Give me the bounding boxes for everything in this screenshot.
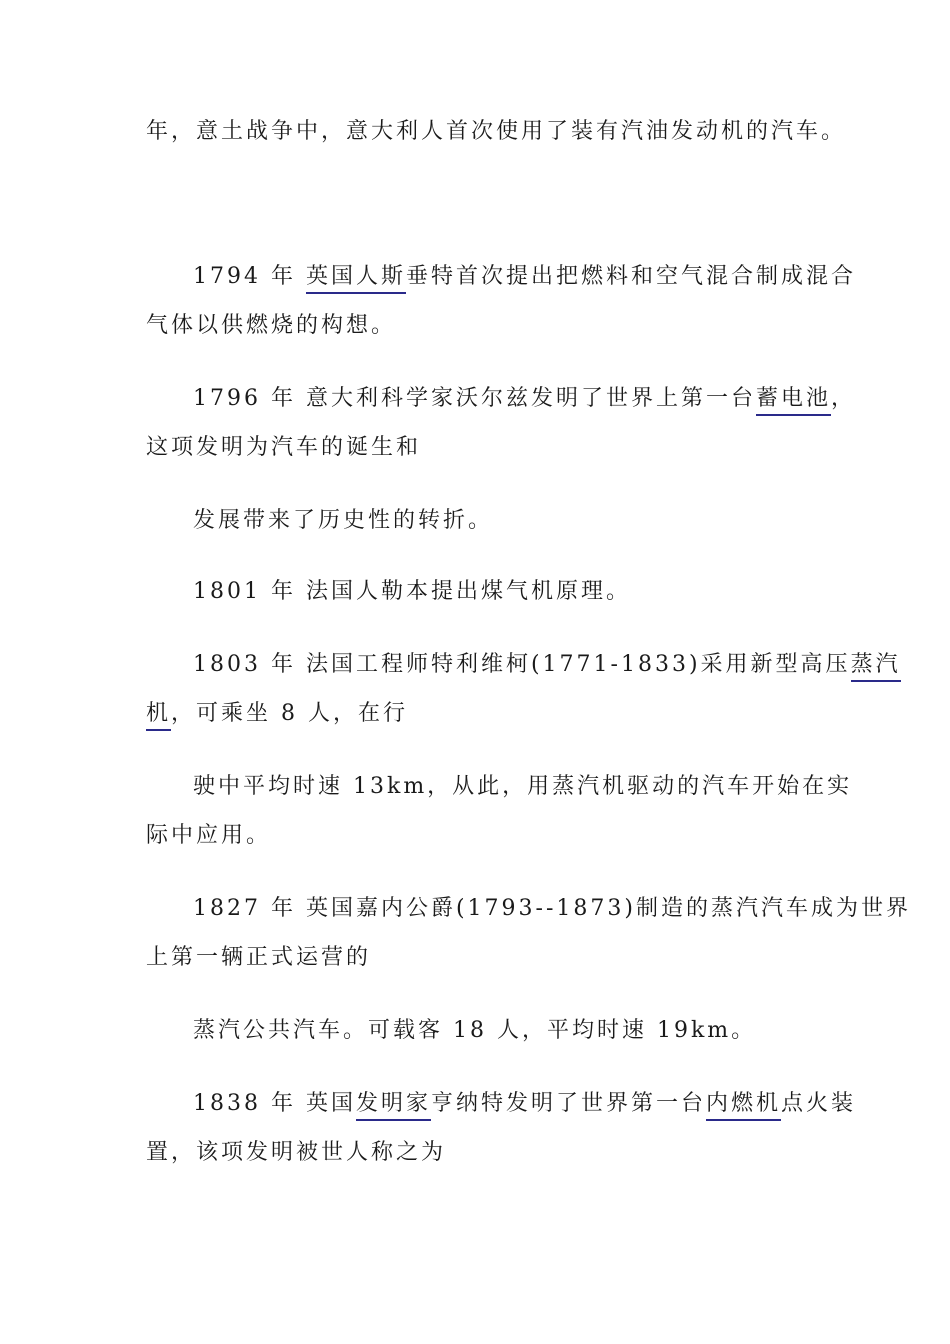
paragraph-1838-line-1 (193, 1089, 856, 1119)
paragraph-1827-line-2: 上第一辆正式运营的 (146, 945, 372, 970)
paragraph-1796-line-2: 这项发明为汽车的诞生和 (146, 435, 422, 460)
paragraph-1838-line-2: 置，该项发明被世人称之为 (146, 1140, 447, 1165)
year-text: 1794 年 (193, 264, 296, 289)
paragraph-text: 垂特首次提出把燃料和空气混合制成混合 (406, 264, 857, 289)
link-inventor[interactable]: 发明家 (356, 1091, 431, 1121)
paragraph-line: 年，意土战争中，意大利人首次使用了装有汽油发动机的汽车。 (146, 119, 847, 144)
paragraph-text: 点火装 (781, 1091, 857, 1116)
paragraph-text: ， (831, 386, 857, 411)
paragraph-1803-line-3: 驶中平均时速 13km，从此，用蒸汽机驱动的汽车开始在实 (193, 774, 853, 799)
link-steam-engine-continued[interactable]: 机 (146, 701, 171, 731)
paragraph-1796-line-3: 发展带来了历史性的转折。 (193, 508, 494, 533)
link-steam-engine[interactable]: 蒸汽 (851, 652, 901, 682)
paragraph-1794-line-2: 气体以供燃烧的构想。 (146, 313, 397, 338)
paragraph-text: ，可乘坐 8 人，在行 (171, 701, 408, 726)
paragraph-1794-line-1 (193, 262, 856, 292)
link-battery[interactable]: 蓄电池 (756, 386, 831, 416)
paragraph-text: 亨纳特发明了世界第一台 (431, 1091, 707, 1116)
paragraph-1803-line-4: 际中应用。 (146, 823, 272, 848)
link-english-person[interactable]: 英国人斯 (306, 264, 406, 294)
paragraph-1827-line-3: 蒸汽公共汽车。可载客 18 人，平均时速 19km。 (193, 1018, 757, 1043)
paragraph-text: 1803 年 法国工程师特利维柯(1771-1833)采用新型高压 (193, 652, 851, 677)
paragraph-text: 1796 年 意大利科学家沃尔兹发明了世界上第一台 (193, 386, 756, 411)
link-internal-combustion-engine[interactable]: 内燃机 (706, 1091, 781, 1121)
paragraph-1796-line-1 (193, 384, 856, 414)
paragraph-1803-line-2 (146, 699, 408, 729)
paragraph-1827-line-1: 1827 年 英国嘉内公爵(1793--1873)制造的蒸汽汽车成为世界 (193, 896, 911, 921)
paragraph-1803-line-1 (193, 650, 901, 680)
paragraph-1801-line-1: 1801 年 法国人勒本提出煤气机原理。 (193, 579, 631, 604)
paragraph-text: 1838 年 英国 (193, 1091, 356, 1116)
